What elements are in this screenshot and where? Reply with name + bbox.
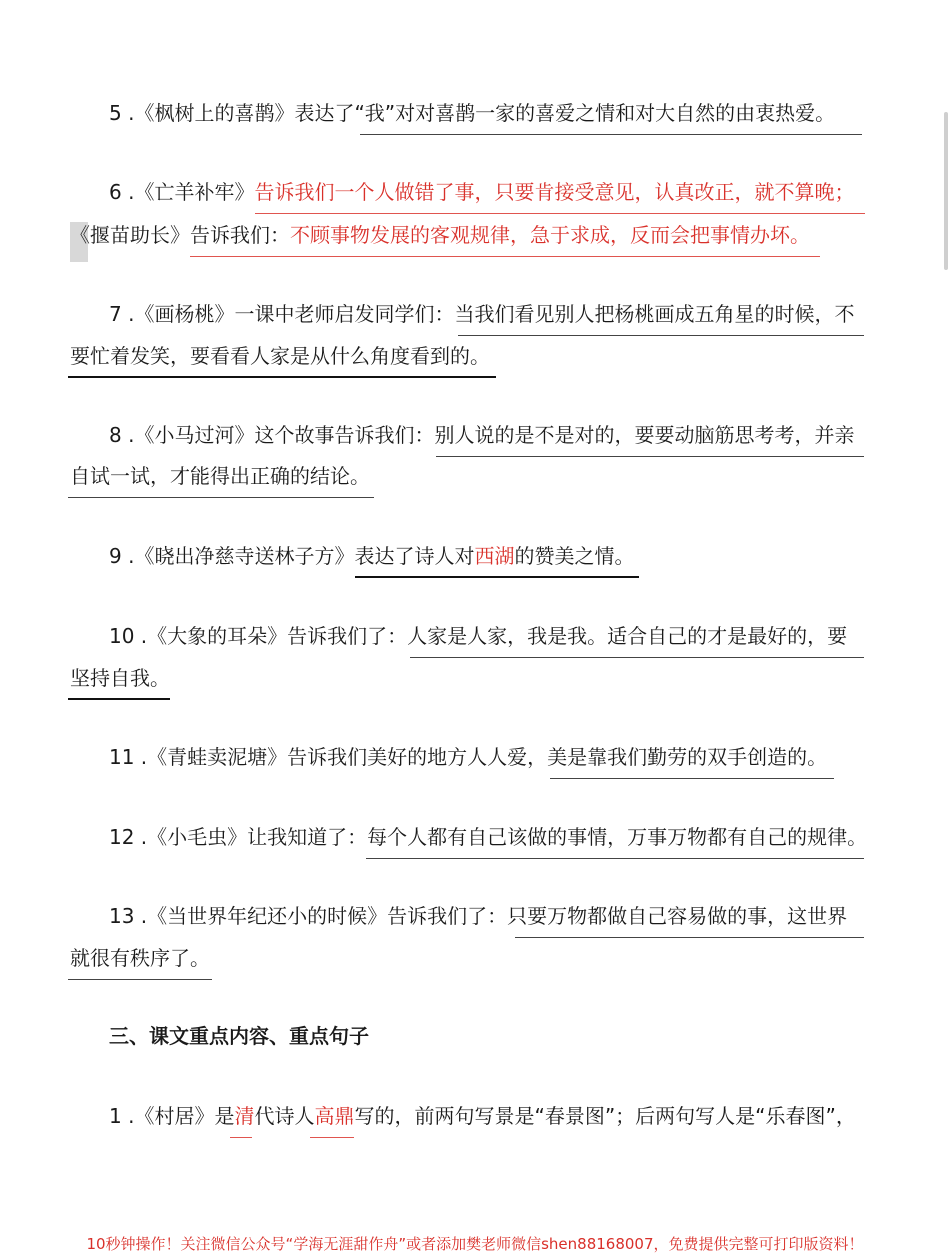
- underline: [515, 937, 864, 938]
- item-text: 7 .《画杨桃》一课中老师启发同学们：当我们看见别人把杨桃画成五角星的时候，不: [109, 302, 855, 326]
- item-text: 《揠苗助长》告诉我们：: [70, 223, 290, 247]
- item-text: 11 .《青蛙卖泥塘》告诉我们美好的地方人人爱，美是靠我们勤劳的双手创造的。: [109, 745, 828, 769]
- item-10-line-2: [70, 664, 170, 692]
- underline: [68, 497, 374, 498]
- answer-text: 西湖: [474, 544, 515, 568]
- answer-text: 高鼎: [314, 1104, 355, 1128]
- item-text: 的赞美之情。: [514, 544, 635, 568]
- footer-notice: 10秒钟操作！关注微信公众号“学海无涯甜作舟”或者添加樊老师微信shen88168007，免费提供完整可打印版资料！: [86, 1235, 864, 1253]
- underline: [410, 657, 864, 658]
- item-text: 5 .《枫树上的喜鹊》表达了“我”对对喜鹊一家的喜爱之情和对大自然的由衷热爱。: [109, 101, 836, 125]
- item-13-line-2: [70, 944, 210, 972]
- item-text: 代诗人: [254, 1104, 315, 1128]
- underline: [68, 698, 170, 700]
- answer-text: 告诉我们一个人做错了事，只要肯接受意见，认真改正，就不算晚；: [254, 180, 855, 204]
- item-text: 10 .《大象的耳朵》告诉我们了：人家是人家，我是我。适合自己的才是最好的，要: [109, 624, 848, 648]
- item-text: 自试一试，才能得出正确的结论。: [70, 464, 370, 488]
- item-text: 坚持自我。: [70, 666, 170, 690]
- underline: [230, 1137, 252, 1138]
- item-7-line-2: [70, 342, 490, 370]
- item-6-line-2: [70, 221, 810, 249]
- item-7-line-1: [109, 300, 854, 328]
- item-text: 8 .《小马过河》这个故事告诉我们：别人说的是不是对的，要要动脑筋思考考，并亲: [109, 423, 855, 447]
- underline: [355, 576, 639, 578]
- underline: [550, 778, 834, 779]
- underline: [68, 376, 496, 378]
- answer-text: 清: [234, 1104, 255, 1128]
- answer-text: 不顾事物发展的客观规律，急于求成，反而会把事情办坏。: [290, 223, 810, 247]
- underline: [310, 1137, 354, 1138]
- item-11-line-1: [109, 743, 827, 771]
- item-text: 要忙着发笑，要看看人家是从什么角度看到的。: [70, 344, 490, 368]
- item-text: 写的，前两句写景是“春景图”；后两句写人是“乐春图”，: [354, 1104, 856, 1128]
- item-6-line-1: [109, 178, 854, 206]
- item-text: 6 .《亡羊补牢》: [109, 180, 255, 204]
- underline: [68, 979, 212, 980]
- section-heading: 三、课文重点内容、重点句子: [109, 1024, 369, 1048]
- underline: [366, 858, 864, 859]
- item-text: 13 .《当世界年纪还小的时候》告诉我们了：只要万物都做自己容易做的事，这世界: [109, 904, 848, 928]
- underline: [436, 456, 864, 457]
- poem-line: [109, 1102, 856, 1130]
- scrollbar[interactable]: [944, 112, 948, 270]
- item-13-line-1: [109, 902, 847, 930]
- item-5-line-1: [109, 99, 835, 127]
- item-8-line-1: [109, 421, 854, 449]
- underline: [360, 134, 862, 135]
- underline: [190, 256, 820, 257]
- item-text: 就很有秩序了。: [70, 946, 210, 970]
- underline: [255, 213, 865, 214]
- item-text: 1 .《村居》是: [109, 1104, 235, 1128]
- underline: [458, 335, 864, 336]
- item-text: 12 .《小毛虫》让我知道了：每个人都有自己该做的事情，万事万物都有自己的规律。: [109, 825, 868, 849]
- item-text: 9 .《晓出净慈寺送林子方》表达了诗人对: [109, 544, 475, 568]
- item-10-line-1: [109, 622, 847, 650]
- item-9-line-1: [109, 542, 634, 570]
- item-12-line-1: [109, 823, 867, 851]
- item-8-line-2: [70, 462, 370, 490]
